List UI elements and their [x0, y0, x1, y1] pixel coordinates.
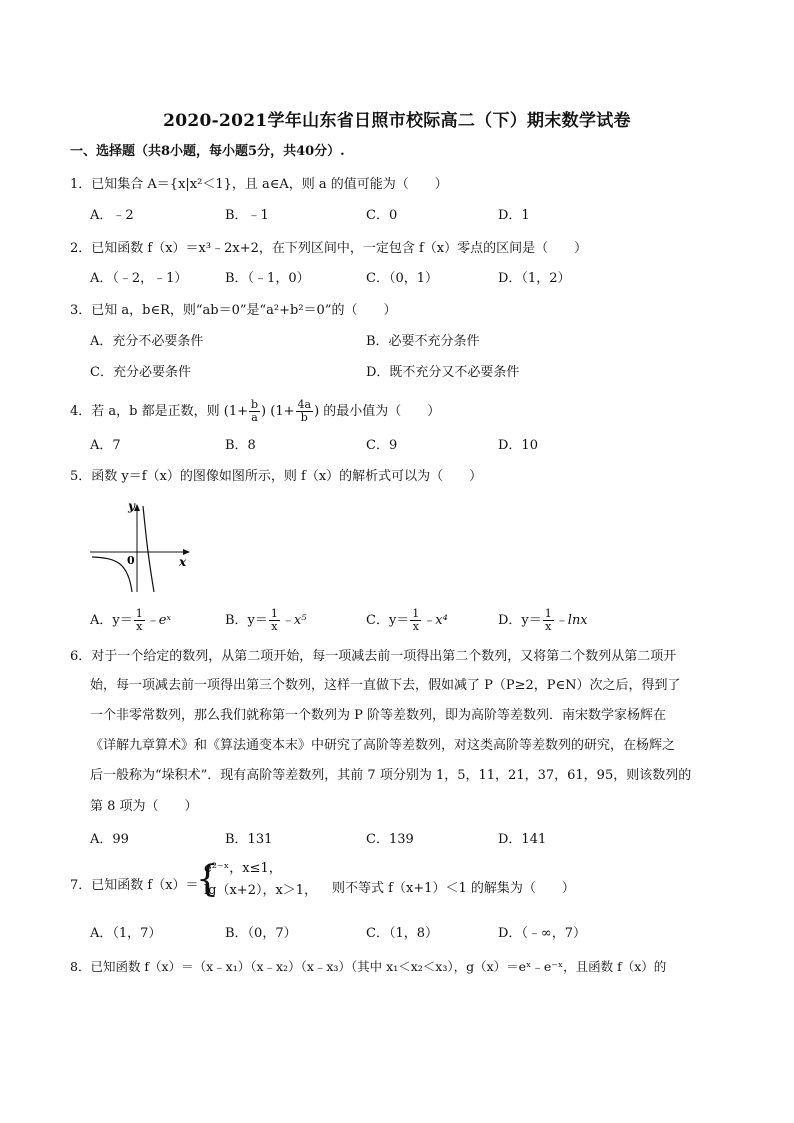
q3-option-d: D．既不充分又不必要条件 [366, 365, 520, 380]
origin-label: 0 [127, 554, 135, 567]
question-6-line-4: 《详解九章算术》和《算法通变本末》中研究了高阶等差数列，对这类高阶等差数列的研究，在杨辉之 [90, 738, 676, 753]
q2-option-b: B．（﹣1，0） [225, 271, 310, 286]
q5-option-d: D．y＝ $\frac{1}{x}$ ﹣lnx [498, 607, 588, 633]
question-1-stem: 1．已知集合 A＝{x|x²＜1}，且 a∈A，则 a 的值可能为（ ） [70, 177, 448, 192]
q1-option-b: B．﹣1 [225, 208, 269, 223]
q6-option-a: A．99 [90, 832, 129, 847]
q2-option-d: D．（1，2） [498, 271, 571, 286]
question-8-stem: 8．已知函数 f（x）＝（x﹣x₁）（x﹣x₂）（x﹣x₃）（其中 x₁＜x₂＜x₃），g（x）＝eˣ﹣e⁻ˣ，且函数 f（x）的 [70, 959, 667, 974]
question-7-stem-pre: 7．已知函数 f（x）＝ [70, 878, 199, 893]
question-6-line-6: 第 8 项为（ ） [90, 799, 198, 814]
q1-option-d: D．1 [498, 208, 530, 223]
page-title: 2020-2021学年山东省日照市校际高二（下）期末数学试卷 [163, 111, 631, 131]
q6-option-c: C．139 [366, 832, 414, 847]
piecewise-definition [204, 858, 317, 902]
question-7-stem-post: 则不等式 f（x+1）＜1 的解集为（ ） [332, 881, 575, 896]
q5-option-b: B．y＝ $\frac{1}{x}$ ﹣x⁵ [225, 607, 307, 633]
q3-option-a: A．充分不必要条件 [90, 334, 204, 349]
question-6-line-1: 6．对于一个给定的数列，从第二项开始，每一项减去前一项得出第二个数列，又将第二个数列从第二项开 [70, 649, 677, 664]
question-6-line-3: 一个非零常数列，那么我们就称第一个数列为 P 阶等差数列，即为高阶等差数列．南宋数学家杨辉在 [90, 708, 667, 723]
q4-option-a: A．7 [90, 438, 121, 453]
q7-option-a: A．（1，7） [90, 926, 162, 941]
q5-option-c: C．y＝ $\frac{1}{x}$ ﹣x⁴ [366, 607, 448, 633]
q3-option-b: B．必要不充分条件 [366, 334, 480, 349]
question-3-stem: 3．已知 a，b∈R，则“ab＝0”是“a²+b²＝0”的（ ） [70, 303, 397, 318]
q4-option-c: C．9 [366, 438, 398, 453]
q6-option-b: B．131 [225, 832, 273, 847]
question-5-stem: 5．函数 y＝f（x）的图像如图所示，则 f（x）的解析式可以为（ ） [70, 469, 483, 484]
section-heading: 一、选择题（共8小题，每小题5分，共40分）. [70, 144, 345, 159]
q4-option-b: B．8 [225, 438, 256, 453]
q4-stem-pre: 4．若 a，b 都是正数，则 [70, 404, 220, 419]
curve-right-branch [143, 506, 154, 592]
y-axis-label: y [128, 499, 135, 513]
q7-option-b: B．（0，7） [225, 926, 297, 941]
q4-stem-post: 的最小值为（ ） [323, 404, 441, 419]
question-6-line-2: 始，每一项减去前一项得出第三个数列，这样一直做下去，假如减了 P（P≥2，P∈N）次之后，得到了 [90, 678, 681, 693]
piecewise-brace: { [196, 859, 219, 900]
q4-factor-2: (1+ $\frac{4a}{b}$ ) [270, 398, 320, 424]
question-4-stem [70, 399, 730, 424]
q3-option-c: C．充分必要条件 [90, 365, 191, 380]
q6-option-d: D．141 [498, 832, 547, 847]
q1-option-a: A．﹣2 [90, 208, 134, 223]
q1-option-c: C．0 [366, 208, 398, 223]
q2-option-c: C．（0，1） [366, 271, 438, 286]
piece-1: e²⁻ˣ，x≤1， [204, 861, 282, 876]
function-graph [86, 496, 196, 596]
q2-option-a: A．（﹣2，﹣1） [90, 271, 188, 286]
q7-option-c: C．（1，8） [366, 926, 438, 941]
q4-option-d: D．10 [498, 438, 538, 453]
curve-left-branch [92, 557, 132, 592]
q7-option-d: D．（﹣∞，7） [498, 926, 587, 941]
q4-factor-1: (1+ $\frac{b}{a}$ ) [223, 398, 267, 424]
question-6-line-5: 后一般称为“垛积术”．现有高阶等差数列，其前 7 项分别为 1，5，11，21，37，61，95，则该数列的 [90, 768, 692, 783]
piece-2: lg（x+2），x＞1， [204, 883, 318, 898]
question-2-stem: 2．已知函数 f（x）＝x³﹣2x+2，在下列区间中，一定包含 f（x）零点的区间是（ ） [70, 241, 588, 256]
q5-option-a: A．y＝ $\frac{1}{x}$ ﹣eˣ [90, 607, 172, 633]
x-axis-label: x [179, 555, 187, 569]
